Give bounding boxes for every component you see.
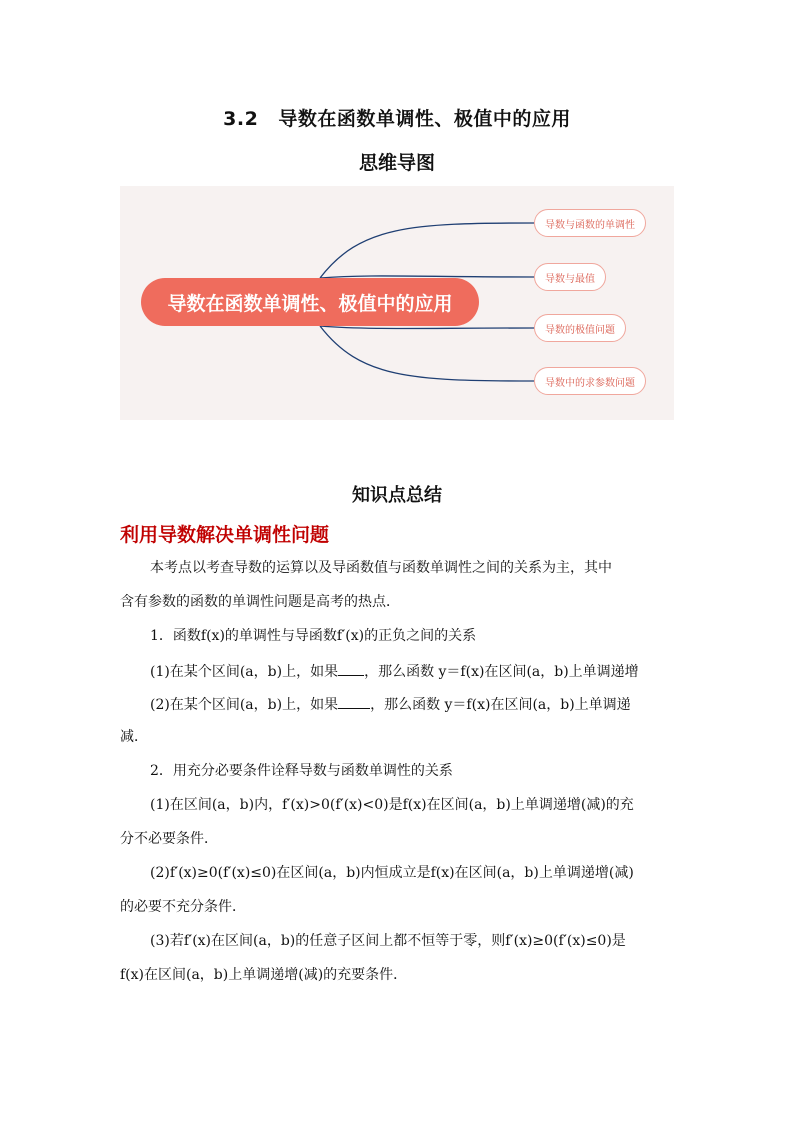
fill-blank-2 — [338, 694, 370, 709]
knowledge-summary-heading: 知识点总结 — [352, 485, 442, 506]
item-2-1-line-2: 分不必要条件． — [120, 831, 218, 847]
mindmap-figure — [120, 186, 674, 420]
item-2-2-line-2: 的必要不充分条件． — [120, 899, 246, 915]
item-1-1-text-a: (1)在某个区间(a，b)上，如果 — [150, 664, 339, 680]
section-number: 3.2 — [223, 108, 259, 130]
item-2-3-line-1: (3)若f′(x)在区间(a，b)的任意子区间上都不恒等于零，则f′(x)≥0(f′(x)≤0)是 — [150, 933, 626, 949]
intro-line-1: 本考点以考查导数的运算以及导函数值与函数单调性之间的关系为主，其中 — [150, 560, 612, 576]
topic-heading: 利用导数解决单调性问题 — [120, 524, 330, 546]
document-title — [0, 104, 794, 131]
mindmap-branch-monotonicity: 导数与函数的单调性 — [534, 209, 646, 237]
item-1-2-text-a: (2)在某个区间(a，b)上，如果 — [150, 697, 339, 713]
item-2-heading: 2．用充分必要条件诠释导数与函数单调性的关系 — [150, 763, 453, 779]
item-2-2-line-1: (2)f′(x)≥0(f′(x)≤0)在区间(a，b)内恒成立是f(x)在区间(a，b)上单调递增(减) — [150, 865, 634, 881]
item-1-heading: 1．函数f(x)的单调性与导函数f′(x)的正负之间的关系 — [150, 628, 477, 644]
mindmap-subtitle: 思维导图 — [358, 152, 435, 174]
item-2-3-line-2: f(x)在区间(a，b)上单调递增(减)的充要条件． — [120, 967, 408, 983]
fill-blank-1 — [338, 661, 364, 676]
title-text: 导数在函数单调性、极值中的应用 — [278, 108, 571, 130]
item-1-1 — [120, 661, 705, 682]
mindmap-root-node: 导数在函数单调性、极值中的应用 — [141, 278, 479, 326]
item-1-1-text-b: ，那么函数 y＝f(x)在区间(a，b)上单调递增 — [364, 664, 639, 680]
mindmap-branch-parameter: 导数中的求参数问题 — [534, 367, 646, 395]
mindmap-branch-extremum: 导数与最值 — [534, 263, 606, 291]
item-1-2-text-b: ，那么函数 y＝f(x)在区间(a，b)上单调递 — [370, 697, 631, 713]
item-2-1-line-1: (1)在区间(a，b)内，f′(x)>0(f′(x)<0)是f(x)在区间(a，b)上单调递增(减)的充 — [150, 797, 634, 813]
intro-line-2: 含有参数的函数的单调性问题是高考的热点． — [120, 594, 400, 610]
item-1-2-continued: 减． — [120, 729, 148, 745]
mindmap-branch-extreme-value: 导数的极值问题 — [534, 314, 626, 342]
item-1-2 — [120, 694, 705, 715]
